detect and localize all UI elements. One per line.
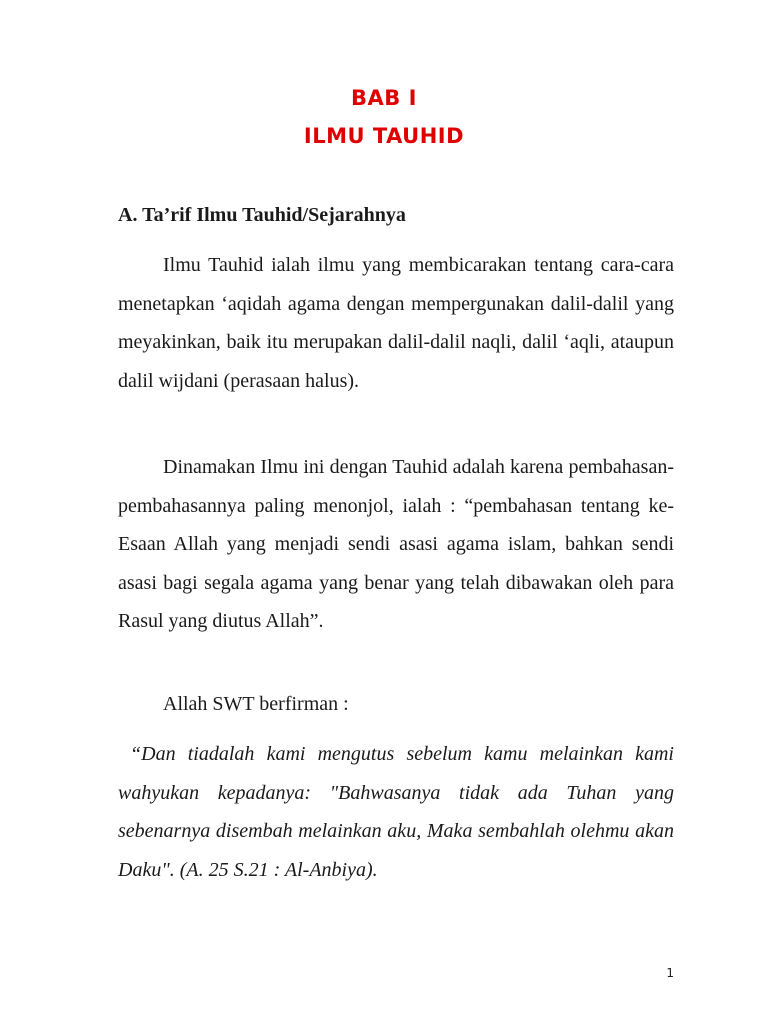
paragraph-firman-intro: Allah SWT berfirman : xyxy=(163,693,349,715)
section-heading: A. Ta’rif Ilmu Tauhid/Sejarahnya xyxy=(118,204,406,226)
chapter-title: ILMU TAUHID xyxy=(303,124,465,148)
paragraph-definition: Ilmu Tauhid ialah ilmu yang membicarakan tentang cara-cara menetapkan ‘aqidah agama dengan mempergunakan dalil-dalil yang meyakinkan, baik itu merupakan dalil-dalil naqli, dalil ‘aqli, ataupun dalil wijdani (perasaan halus). xyxy=(118,254,674,392)
page-number: 1 xyxy=(666,966,674,980)
paragraph-naming: Dinamakan Ilmu ini dengan Tauhid adalah karena pembahasan-pembahasannya paling menonjol, ialah : “pembahasan tentang ke-Esaan Allah yang menjadi sendi asasi agama islam, bahkan sendi asasi bagi segala agama yang benar yang telah dibawakan oleh para Rasul yang diutus Allah”. xyxy=(118,456,674,632)
quran-quote: “Dan tiadalah kami mengutus sebelum kamu melainkan kami wahyukan kepadanya: "Bahwasanya tidak ada Tuhan yang sebenarnya disembah melainkan aku, Maka sembahlah olehmu akan Daku". (A. 25 S.21 : Al-Anbiya). xyxy=(118,743,674,881)
chapter-label: BAB I xyxy=(351,86,417,110)
